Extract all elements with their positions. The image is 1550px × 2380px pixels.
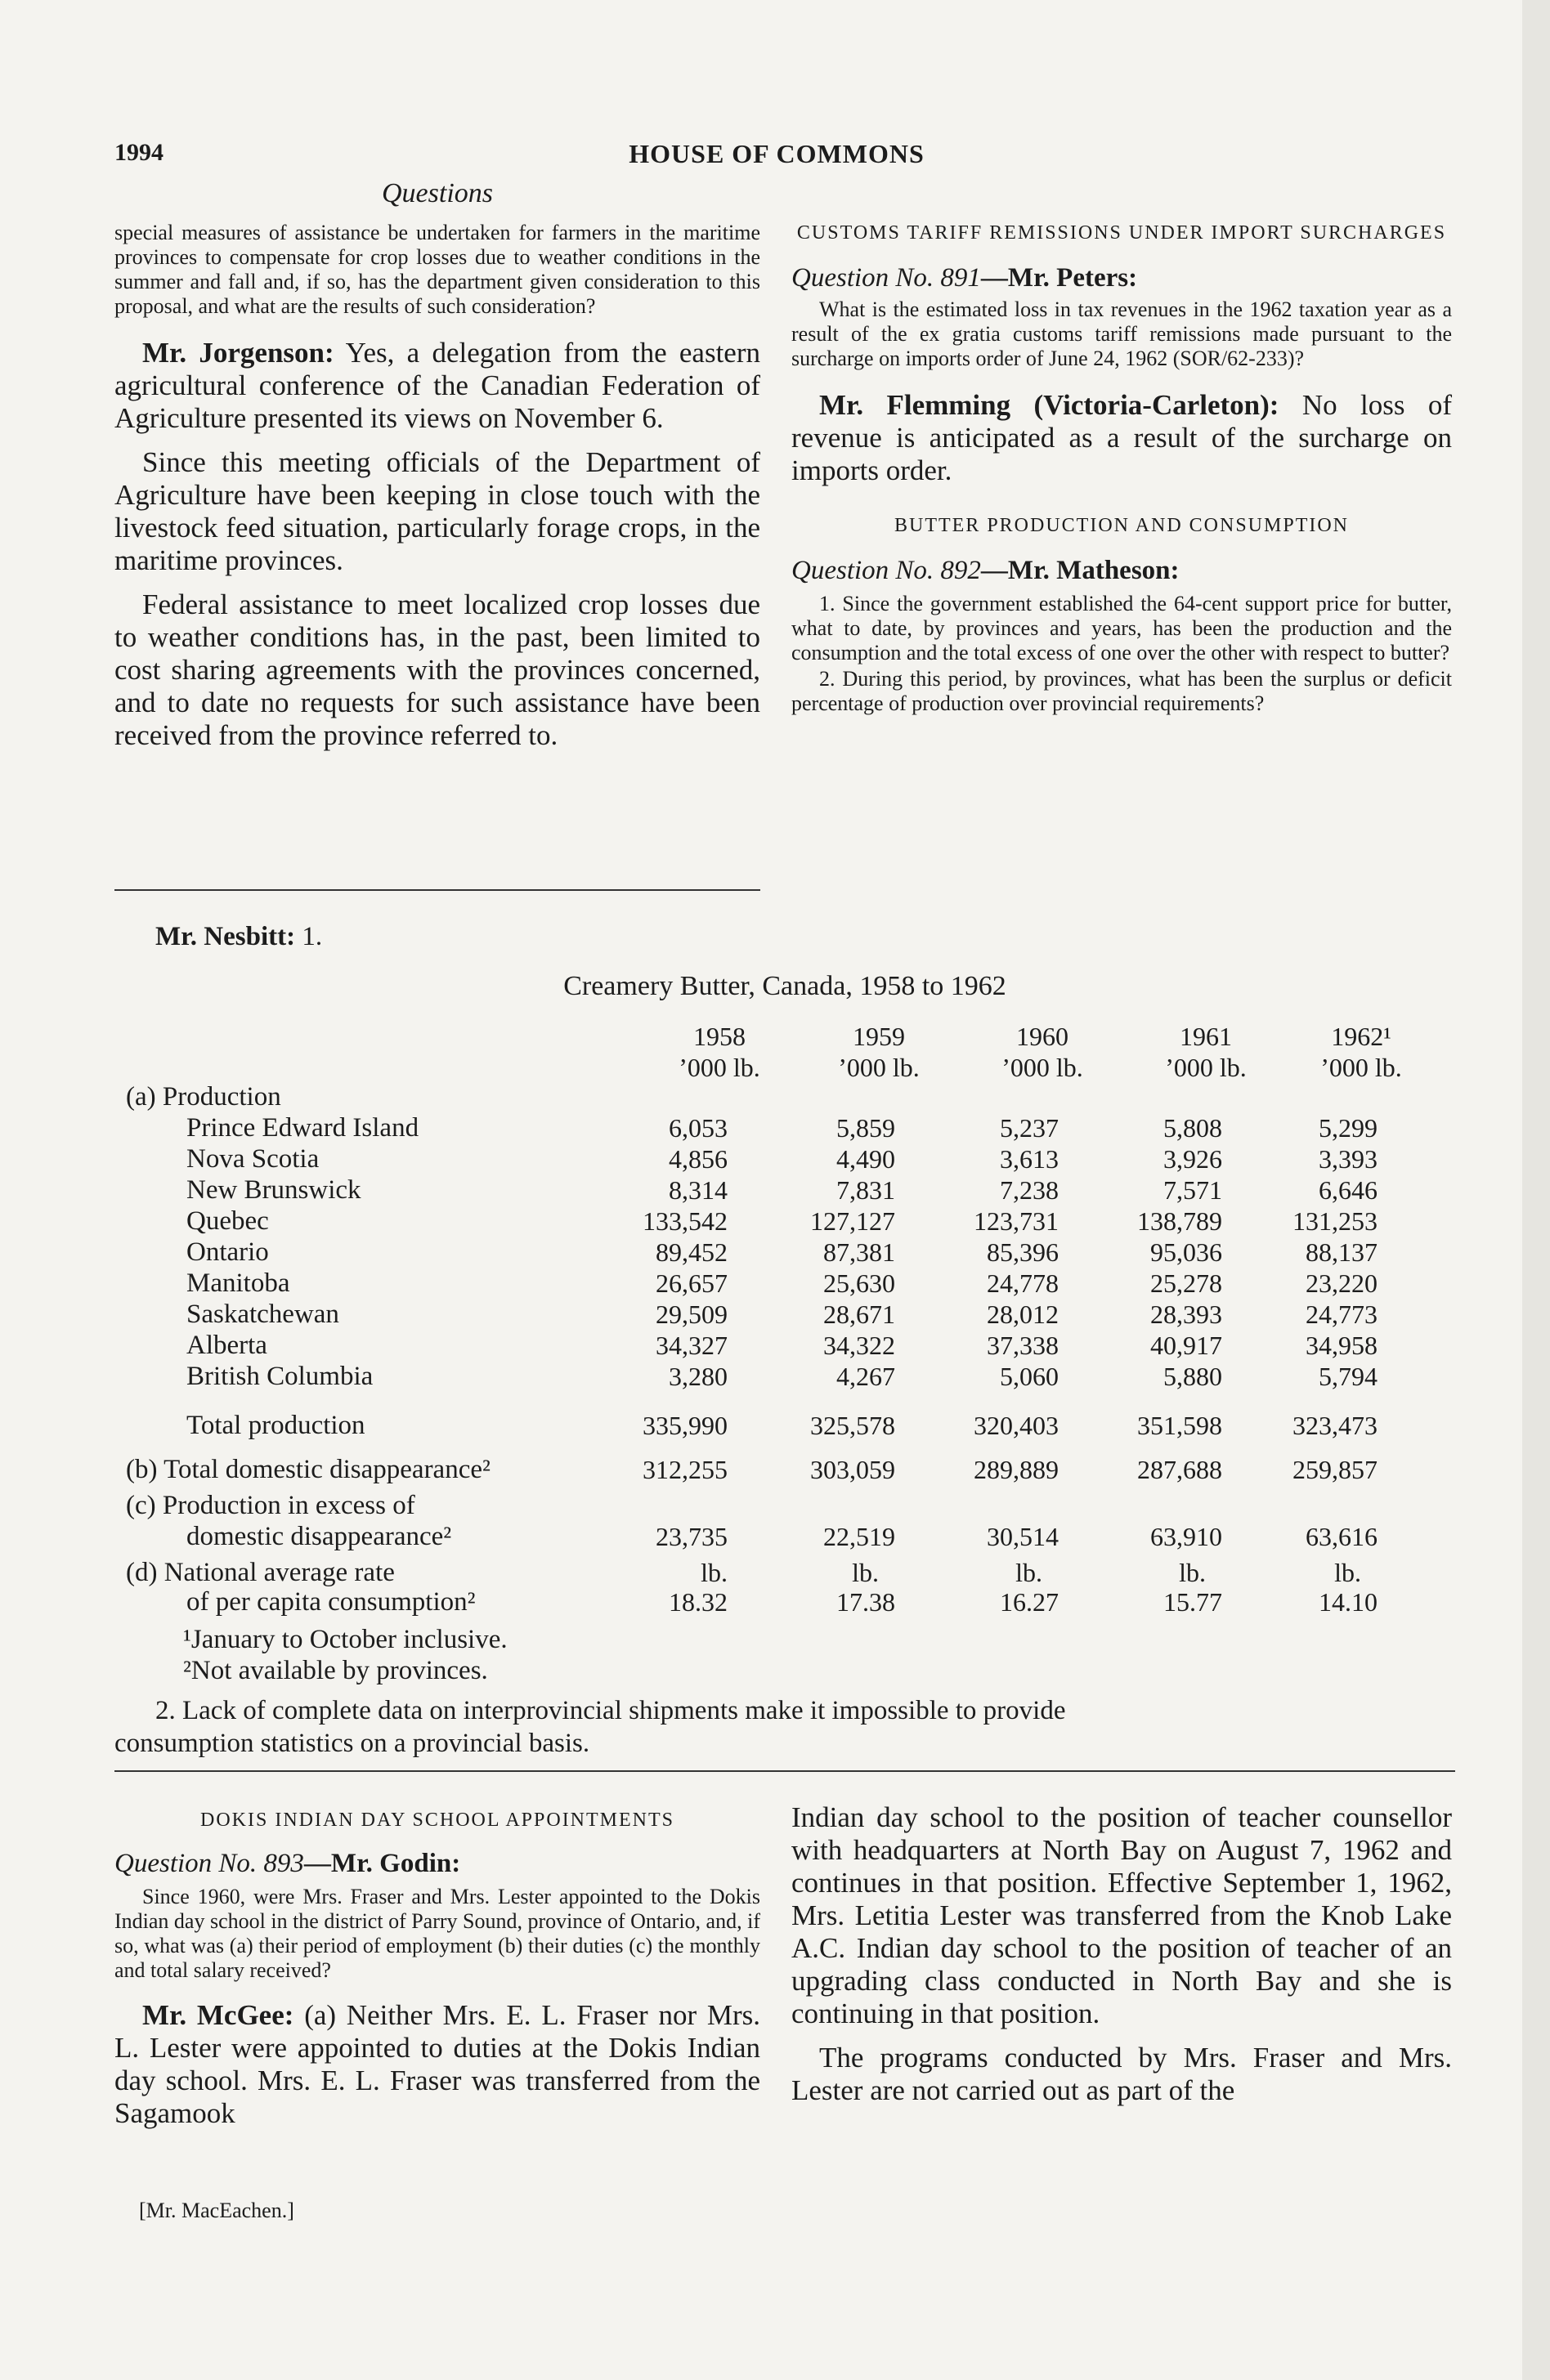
table-cell: 5,808 <box>1163 1113 1222 1143</box>
table-cell: 123,731 <box>974 1206 1059 1236</box>
question-label: Question No. 891 <box>791 263 981 293</box>
year-header: 1960 <box>1016 1022 1068 1051</box>
year-header: 1961 <box>1180 1022 1232 1051</box>
table-cell: 29,509 <box>656 1300 728 1329</box>
answer-text: Yes, a delegation from the eastern agricultural conference of the Canadian Federation of Agriculture presented its views on November 6. <box>114 337 760 434</box>
table-cell: 4,490 <box>836 1144 895 1174</box>
item-number: 1. <box>302 922 323 951</box>
table-cell: 63,616 <box>1306 1522 1378 1551</box>
footnote: ¹January to October inclusive. <box>183 1625 508 1654</box>
table-cell: 4,856 <box>669 1144 728 1174</box>
table-cell: 30,514 <box>987 1522 1059 1551</box>
speaker-name: Mr. Flemming (Victoria-Carleton): <box>819 389 1279 421</box>
item2-line2: consumption statistics on a provincial basis. <box>114 1729 590 1758</box>
table-cell: 28,012 <box>987 1300 1059 1329</box>
table-cell: 6,053 <box>669 1113 728 1143</box>
table-cell: 40,917 <box>1150 1331 1222 1360</box>
question-891-line <box>791 262 1452 294</box>
question-member: —Mr. Matheson: <box>980 556 1180 585</box>
question-892-part1: 1. Since the government established the 64-cent support price for butter, what to date, by provinces and years, has been the production and the consumption and the total excess of one over the other with respect to butter? <box>791 592 1452 664</box>
table-cell: 16.27 <box>1000 1587 1059 1617</box>
table-cell: 7,571 <box>1163 1175 1222 1205</box>
rate-unit: lb. <box>701 1558 728 1587</box>
province-name: British Columbia <box>186 1362 374 1391</box>
right-column-bottom <box>791 1801 1452 2107</box>
table-cell: 23,220 <box>1306 1268 1378 1298</box>
table-cell: 335,990 <box>643 1411 728 1440</box>
answer-paragraph: Federal assistance to meet localized crop losses due to weather conditions has, in the past, been limited to cost sharing agreements with the provinces concerned, and to date no requests for such assistance have been received from the province referred to. <box>114 588 760 751</box>
table-cell: 351,598 <box>1137 1411 1222 1440</box>
table-cell: 5,794 <box>1319 1362 1378 1391</box>
table-cell: 26,657 <box>656 1268 728 1298</box>
flemming-answer <box>791 389 1452 487</box>
unit-header: ’000 lb. <box>1165 1053 1247 1082</box>
table-cell: 37,338 <box>987 1331 1059 1360</box>
rate-label: (d) National average rate <box>126 1558 395 1587</box>
table-cell: 95,036 <box>1150 1237 1222 1267</box>
province-name: New Brunswick <box>186 1175 361 1205</box>
table-cell: 24,773 <box>1306 1300 1378 1329</box>
unit-header: ’000 lb. <box>1001 1053 1083 1082</box>
speaker-name: Mr. McGee: <box>142 1999 294 2031</box>
question-label: Question No. 892 <box>791 556 981 585</box>
table-cell: 34,958 <box>1306 1331 1378 1360</box>
table-cell: 7,238 <box>1000 1175 1059 1205</box>
table-cell: 17.38 <box>836 1587 895 1617</box>
item2-line1: 2. Lack of complete data on interprovincial shipments make it impossible to provide <box>155 1696 1066 1725</box>
table-cell: 323,473 <box>1292 1411 1378 1440</box>
question-892-part2: 2. During this period, by provinces, what has been the surplus or deficit percentage of production over provincial requirements? <box>791 667 1452 715</box>
jorgenson-answer <box>114 337 760 435</box>
rate-unit: lb. <box>852 1558 879 1587</box>
province-name: Alberta <box>186 1331 267 1360</box>
year-header: 1959 <box>853 1022 905 1051</box>
excess-label: (c) Production in excess of <box>126 1491 415 1520</box>
province-name: Prince Edward Island <box>186 1113 419 1143</box>
table-cell: 6,646 <box>1319 1175 1378 1205</box>
page-footer: [Mr. MacEachen.] <box>139 2199 294 2222</box>
table-cell: 63,910 <box>1150 1522 1222 1551</box>
section-heading: DOKIS INDIAN DAY SCHOOL APPOINTMENTS <box>199 1810 675 1831</box>
table-cell: 25,278 <box>1150 1268 1222 1298</box>
table-cell: 5,880 <box>1163 1362 1222 1391</box>
table-cell: 133,542 <box>643 1206 728 1236</box>
total-label: Total production <box>186 1411 365 1440</box>
divider <box>114 889 760 891</box>
table-cell: 289,889 <box>974 1455 1059 1484</box>
answer-text: (a) Neither Mrs. E. L. Fraser nor Mrs. L. Lester were appointed to duties at the Dokis Indian day school. Mrs. E. L. Fraser was transferred from the Sagamook <box>114 1999 761 2129</box>
table-cell: 287,688 <box>1137 1455 1222 1484</box>
right-column-top <box>791 221 1452 716</box>
question-continuation: special measures of assistance be undertaken for farmers in the maritime provinces to compensate for crop losses due to weather conditions in the summer and fall and, if so, has the department given consideration to this proposal, and what are the results of such consideration? <box>114 221 760 318</box>
table-cell: 28,671 <box>823 1300 895 1329</box>
table-cell: 325,578 <box>810 1411 895 1440</box>
section-heading: BUTTER PRODUCTION AND CONSUMPTION <box>894 515 1350 536</box>
question-label: Question No. 893 <box>114 1849 304 1878</box>
table-cell: 3,280 <box>669 1362 728 1391</box>
table-cell: 3,393 <box>1319 1144 1378 1174</box>
question-member: —Mr. Godin: <box>303 1849 461 1878</box>
table-title: Creamery Butter, Canada, 1958 to 1962 <box>563 971 1006 1001</box>
table-cell: 8,314 <box>669 1175 728 1205</box>
year-header: 1958 <box>693 1022 746 1051</box>
mcgee-answer <box>114 1999 760 2130</box>
left-column-bottom <box>114 1808 760 2130</box>
question-893-text: Since 1960, were Mrs. Fraser and Mrs. Lester appointed to the Dokis Indian day school in the district of Parry Sound, province of Ontario, and, if so, what was (a) their period of employment (b) their duties (c) the monthly and total salary received? <box>114 1885 760 1982</box>
excess-label: domestic disappearance² <box>186 1522 452 1551</box>
question-892-line <box>791 554 1452 587</box>
table-cell: 23,735 <box>656 1522 728 1551</box>
question-891-text: What is the estimated loss in tax revenues in the 1962 taxation year as a result of the ex gratia customs tariff remissions made pursuant to the surcharge on imports order of June 24, 1962 (SOR/62-233)? <box>791 298 1452 370</box>
question-893-line <box>114 1847 760 1880</box>
table-cell: 259,857 <box>1292 1455 1378 1484</box>
table-cell: 131,253 <box>1292 1206 1378 1236</box>
table-cell: 14.10 <box>1319 1587 1378 1617</box>
page-header <box>114 139 1439 180</box>
table-cell: 5,859 <box>836 1113 895 1143</box>
rate-label: of per capita consumption² <box>186 1587 476 1617</box>
table-cell: 85,396 <box>987 1237 1059 1267</box>
answer-text: No loss of revenue is anticipated as a result of the surcharge on imports order. <box>791 389 1452 486</box>
table-cell: 28,393 <box>1150 1300 1222 1329</box>
table-cell: 25,630 <box>823 1268 895 1298</box>
province-name: Ontario <box>186 1237 269 1267</box>
question-member: —Mr. Peters: <box>980 263 1138 293</box>
table-cell: 34,327 <box>656 1331 728 1360</box>
rate-unit: lb. <box>1179 1558 1206 1587</box>
table-cell: 15.77 <box>1163 1587 1222 1617</box>
table-cell: 320,403 <box>974 1411 1059 1440</box>
page-number: 1994 <box>114 139 164 166</box>
table-cell: 138,789 <box>1137 1206 1222 1236</box>
table-cell: 5,060 <box>1000 1362 1059 1391</box>
province-name: Quebec <box>186 1206 269 1236</box>
unit-header: ’000 lb. <box>679 1053 760 1082</box>
table-cell: 3,613 <box>1000 1144 1059 1174</box>
table-cell: 7,831 <box>836 1175 895 1205</box>
table-cell: 89,452 <box>656 1237 728 1267</box>
section-title: Questions <box>382 178 493 208</box>
left-column-top <box>114 221 760 752</box>
answer-paragraph: Since this meeting officials of the Department of Agriculture have been keeping in close touch with the livestock feed situation, particularly forage crops, in the maritime provinces. <box>114 446 760 576</box>
unit-header: ’000 lb. <box>838 1053 920 1082</box>
rate-unit: lb. <box>1015 1558 1042 1587</box>
table-cell: 312,255 <box>643 1455 728 1484</box>
answer-paragraph: The programs conducted by Mrs. Fraser and Mrs. Lester are not carried out as part of the <box>791 2042 1452 2106</box>
year-header: 1962¹ <box>1331 1022 1391 1051</box>
divider <box>114 1770 1455 1772</box>
table-cell: 87,381 <box>823 1237 895 1267</box>
unit-header: ’000 lb. <box>1320 1053 1402 1082</box>
table-cell: 18.32 <box>669 1587 728 1617</box>
table-cell: 127,127 <box>810 1206 895 1236</box>
page-edge <box>1522 0 1550 2380</box>
table-cell: 5,237 <box>1000 1113 1059 1143</box>
table-cell: 24,778 <box>987 1268 1059 1298</box>
rate-unit: lb. <box>1334 1558 1361 1587</box>
table-cell: 3,926 <box>1163 1144 1222 1174</box>
table-cell: 303,059 <box>810 1455 895 1484</box>
table-cell: 88,137 <box>1306 1237 1378 1267</box>
province-name: Saskatchewan <box>186 1300 339 1329</box>
disappearance-label: (b) Total domestic disappearance² <box>126 1455 491 1484</box>
running-title: HOUSE OF COMMONS <box>629 139 925 168</box>
speaker-name: Mr. Jorgenson: <box>142 337 334 369</box>
province-name: Manitoba <box>186 1268 290 1298</box>
table-cell: 22,519 <box>823 1522 895 1551</box>
section-heading: CUSTOMS TARIFF REMISSIONS UNDER IMPORT SURCHARGES <box>796 222 1447 244</box>
production-label: (a) Production <box>126 1082 281 1112</box>
nesbitt-line <box>155 922 322 952</box>
footnote: ²Not available by provinces. <box>183 1656 488 1685</box>
table-cell: 5,299 <box>1319 1113 1378 1143</box>
province-name: Nova Scotia <box>186 1144 320 1174</box>
table-cell: 4,267 <box>836 1362 895 1391</box>
table-cell: 34,322 <box>823 1331 895 1360</box>
answer-continuation: Indian day school to the position of teacher counsellor with headquarters at North Bay on August 7, 1962 and continues in that position. Effective September 1, 1962, Mrs. Letitia Lester was transferred from the Knob Lake A.C. Indian day school to the position of teacher of an upgrading class conducted in North Bay and she is continuing in that position. <box>791 1801 1452 2029</box>
speaker-name: Mr. Nesbitt: <box>155 922 296 951</box>
